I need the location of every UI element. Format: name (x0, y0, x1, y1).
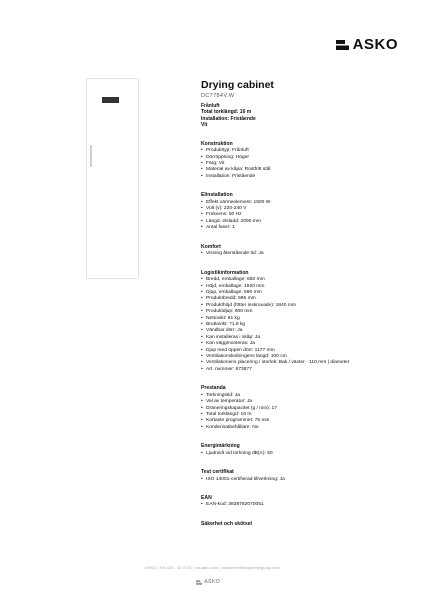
brand-name: ASKO (352, 36, 398, 53)
spec-item: • Produkthöjd (fötter inskruvade): 1840 mm (201, 303, 401, 309)
spec-item: • Ventilationens placering / storlek: Bak / växter - 110 mm | diameter (201, 360, 401, 366)
spec-item: • Installation: Fristående (201, 174, 401, 180)
section-title: Logistikinformation (201, 269, 249, 276)
spec-list (201, 251, 401, 257)
spec-item: • Produktdjup: 600 mm (201, 309, 401, 315)
spec-item: • Höjd, emballage: 1920 mm (201, 284, 401, 290)
spec-section (201, 192, 401, 232)
spec-section (201, 495, 401, 509)
spec-item: • Val av temperatur: Ja (201, 399, 401, 405)
spec-item: • Material av kåpa: Rostfritt stål (201, 167, 401, 173)
spec-list (201, 393, 401, 431)
spec-list (201, 277, 401, 373)
spec-section (201, 244, 401, 258)
spec-item: • Torkningstid: Ja (201, 393, 401, 399)
spec-item: • Djup, emballage: 690 mm (201, 290, 401, 296)
spec-section (201, 443, 401, 457)
section-title: Konstruktion (201, 140, 233, 147)
footer-brand-name: ASKO (204, 579, 220, 585)
spec-item: • Total torklängd: 16 m (201, 412, 401, 418)
spec-item: • Art. nummer: 673877 (201, 367, 401, 373)
product-model: DC7784V.W (201, 93, 235, 99)
spec-item: • Längd, elsladd: 2090 mm (201, 219, 401, 225)
summary-line: Frånluft (201, 103, 220, 109)
spec-item: • Visning återstående tid: Ja (201, 251, 401, 257)
spec-item: • Bruttovikt: 71.8 kg (201, 322, 401, 328)
door-handle (90, 145, 92, 167)
spec-list (201, 502, 401, 508)
spec-item: • Bredd, emballage: 650 mm (201, 277, 401, 283)
summary-line: Vit (201, 122, 208, 129)
summary-line: Installation: Fristående (201, 115, 256, 122)
spec-list (201, 477, 401, 483)
spec-item: • Djup med öppen dörr: 1177 mm (201, 348, 401, 354)
brand-logo (336, 36, 398, 53)
spec-section (201, 385, 401, 431)
spec-item: • Färg: Vit (201, 161, 401, 167)
section-title: Prestanda (201, 385, 226, 392)
section-title: Komfort (201, 243, 221, 250)
section-title: EAN (201, 494, 212, 501)
spec-item: • Ventilationsledningens längd: 100 cm (201, 354, 401, 360)
spec-section (201, 141, 401, 181)
spec-item: • Effekt värmeelement: 1500 W (201, 200, 401, 206)
spec-item: • Kondensatbehållare: No (201, 425, 401, 431)
control-display (102, 97, 119, 103)
product-image (86, 78, 139, 279)
product-summary (201, 103, 401, 129)
footer-contact: ASKO | Tel: 020 - 10 72 60 | se.asko.com | konsumentinfogorenjegroup.com (145, 565, 280, 570)
spec-item: • Dräneringskapacitet (g / min): 17 (201, 406, 401, 412)
section-title: Energimärkning (201, 443, 240, 450)
spec-item: • ISO 14001-certifierad tillverkning: Ja (201, 477, 401, 483)
spec-item: • Kan väggmonteras: Ja (201, 341, 401, 347)
spec-item: • Antal faser: 1 (201, 225, 401, 231)
spec-item: • Kan installeras i skåp: Ja (201, 335, 401, 341)
spec-item: • Frekvens: 50 Hz (201, 212, 401, 218)
asko-logo-mark-icon (196, 580, 202, 585)
spec-item: • Kortaste programmet: 75 min (201, 418, 401, 424)
product-sheet (201, 79, 401, 528)
footer-logo (196, 579, 220, 585)
asko-logo-mark-icon (336, 40, 349, 50)
spec-item: • Vändbar dörr: Ja (201, 328, 401, 334)
summary-line: Total torklängd: 16 m (201, 109, 252, 116)
spec-list (201, 200, 401, 232)
spec-section (201, 469, 401, 483)
spec-item: • Volt (v): 220-240 V (201, 206, 401, 212)
section-title: Elinstallation (201, 192, 233, 199)
spec-item: • Produkttyp: Frånluft (201, 148, 401, 154)
spec-section (201, 270, 401, 374)
section-title: Test certifikat (201, 469, 234, 476)
spec-item: • EAN-kod: 3838782070051 (201, 502, 401, 508)
spec-sections (201, 141, 401, 528)
spec-item: • Nettovikt: 61 kg (201, 316, 401, 322)
spec-list (201, 148, 401, 180)
section-title: Säkerhet och skötsel (201, 520, 252, 527)
spec-list (201, 451, 401, 457)
spec-item: • Ljudnivå vid torkning dB(A): 60 (201, 451, 401, 457)
spec-section (201, 521, 401, 528)
spec-item: • Dörröppning: Höger (201, 155, 401, 161)
product-title: Drying cabinet (201, 79, 274, 91)
spec-item: • Produktbredd: 595 mm (201, 296, 401, 302)
